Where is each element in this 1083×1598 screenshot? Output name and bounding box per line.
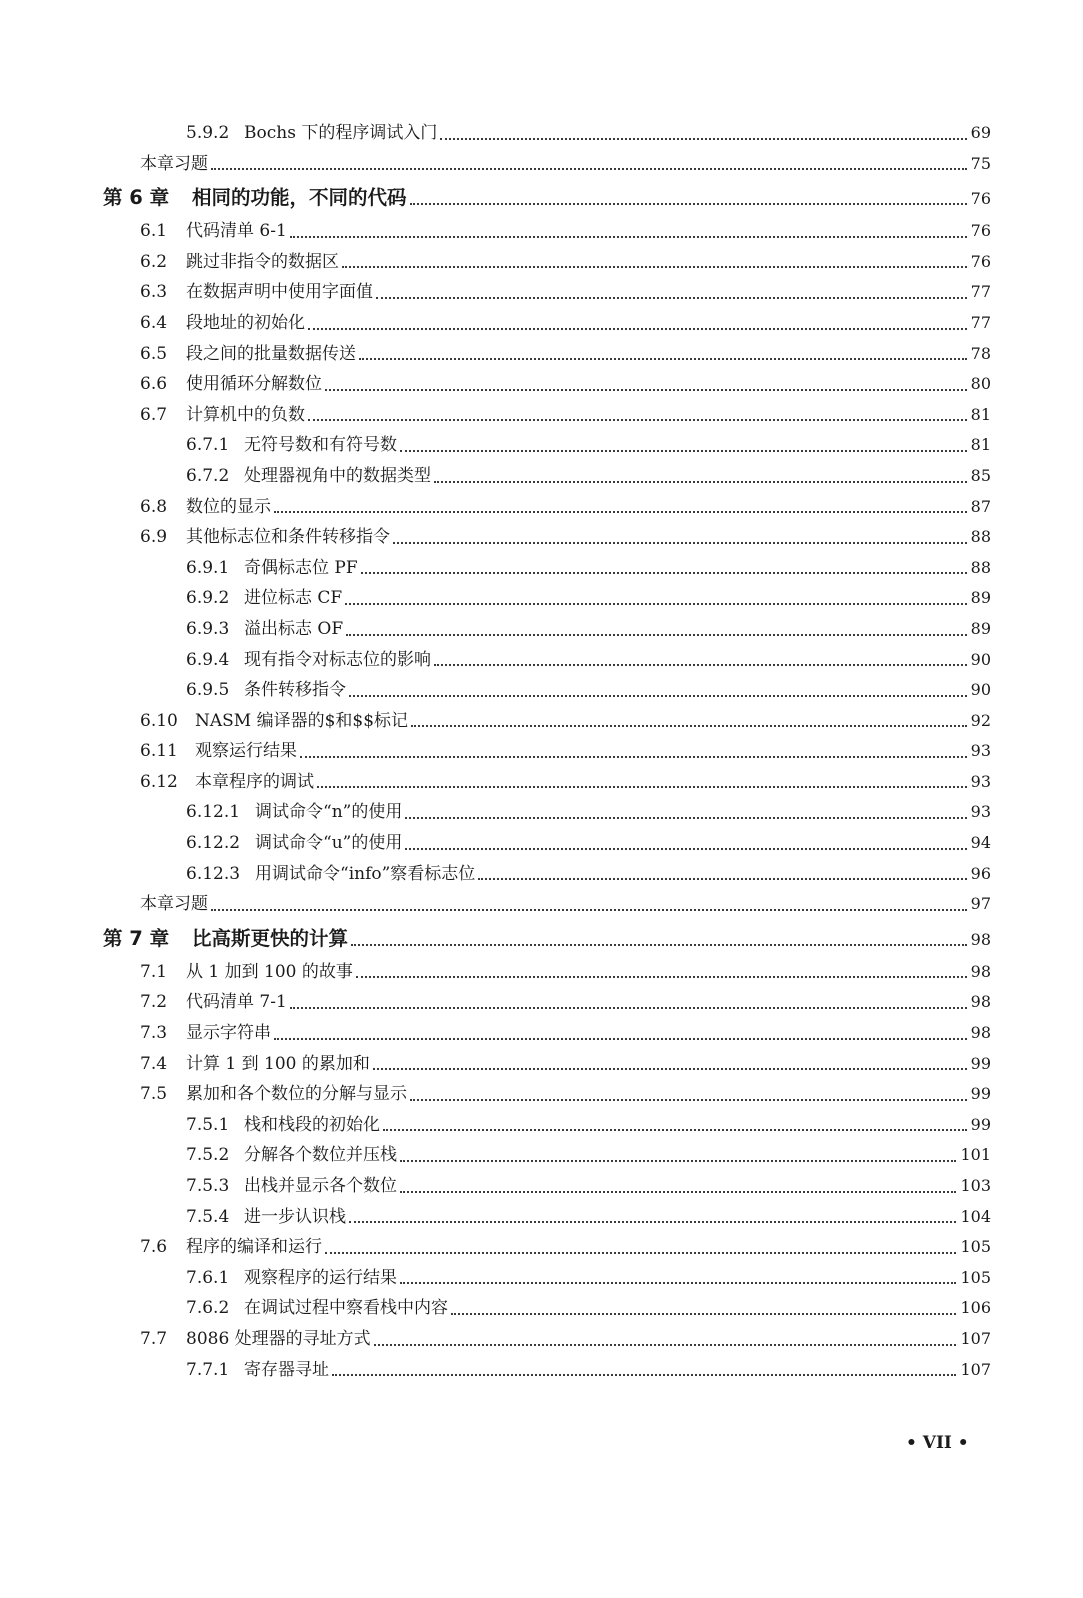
toc-entry-title: 观察运行结果	[195, 741, 297, 762]
toc-entry	[0, 889, 1083, 920]
toc-entry-title: 累加和各个数位的分解与显示	[186, 1084, 407, 1105]
dot-leader	[359, 357, 967, 360]
toc-entry-page: 90	[970, 680, 991, 700]
toc-entry-number: 6.2	[140, 251, 168, 272]
toc-entry	[0, 1110, 1083, 1141]
toc-entry-page: 96	[970, 863, 991, 883]
toc-entry-number: 6.9.4	[186, 649, 230, 670]
toc-entry-title: 计算 1 到 100 的累加和	[186, 1053, 370, 1074]
toc-entry	[0, 767, 1083, 798]
toc-entry-page: 88	[970, 557, 991, 577]
toc-entry-page: 97	[970, 894, 991, 914]
toc-entry	[0, 149, 1083, 180]
toc-entry-number: 6.1	[140, 221, 168, 242]
dot-leader	[405, 847, 966, 850]
toc-entry-title: 相同的功能，不同的代码	[192, 186, 407, 210]
toc-entry-page: 104	[960, 1206, 991, 1226]
dot-leader	[434, 480, 967, 483]
toc-entry	[0, 216, 1083, 247]
toc-entry-number: 7.1	[140, 961, 168, 982]
toc-entry-page: 92	[970, 710, 991, 730]
dot-leader	[325, 388, 967, 391]
toc-entry-number: 7.4	[140, 1053, 168, 1074]
table-of-contents	[0, 118, 1083, 1385]
toc-entry	[0, 118, 1083, 149]
toc-entry-title: 段地址的初始化	[186, 312, 305, 333]
toc-entry-page: 85	[970, 465, 991, 485]
toc-entry-page: 99	[970, 1084, 991, 1104]
dot-leader	[325, 1251, 956, 1254]
toc-entry-page: 93	[970, 741, 991, 761]
dot-leader	[351, 943, 967, 946]
toc-entry-page: 98	[970, 961, 991, 981]
toc-entry-title: 段之间的批量数据传送	[186, 343, 356, 364]
toc-entry-page: 77	[970, 312, 991, 332]
dot-leader	[400, 1190, 956, 1193]
toc-entry-title: 本章习题	[140, 894, 208, 915]
toc-entry	[0, 987, 1083, 1018]
toc-entry-page: 77	[970, 282, 991, 302]
toc-entry	[0, 645, 1083, 676]
toc-entry-page: 81	[970, 404, 991, 424]
toc-entry	[0, 400, 1083, 431]
toc-entry-title: 比高斯更快的计算	[192, 926, 349, 950]
toc-entry-number: 7.6.2	[186, 1298, 230, 1319]
toc-entry-title: 程序的编译和运行	[186, 1237, 322, 1258]
dot-leader	[274, 1037, 967, 1040]
dot-leader	[345, 602, 966, 605]
toc-entry-page: 81	[970, 435, 991, 455]
toc-entry-page: 99	[970, 1114, 991, 1134]
dot-leader	[349, 694, 967, 697]
toc-entry-title: 从 1 加到 100 的故事	[186, 961, 353, 982]
toc-entry-number: 6.9.2	[186, 588, 230, 609]
toc-entry-number: 5.9.2	[186, 123, 230, 143]
dot-leader	[211, 167, 967, 170]
toc-entry-page: 105	[960, 1237, 991, 1257]
toc-entry-number: 6.10	[140, 710, 178, 731]
dot-leader	[308, 327, 967, 330]
toc-entry-title: 本章习题	[140, 153, 208, 174]
toc-entry-number: 6.11	[140, 741, 178, 762]
dot-leader	[478, 877, 966, 880]
toc-entry-page: 69	[970, 123, 991, 142]
toc-entry-page: 80	[970, 374, 991, 394]
toc-entry-number: 7.7.1	[186, 1359, 230, 1380]
toc-entry-number: 7.3	[140, 1023, 168, 1044]
toc-entry-number: 7.5	[140, 1084, 168, 1105]
toc-entry	[0, 1049, 1083, 1080]
toc-entry-title: 在调试过程中察看栈中内容	[244, 1298, 448, 1319]
toc-entry-title: 栈和栈段的初始化	[244, 1114, 380, 1135]
toc-entry-page: 78	[970, 343, 991, 363]
dot-leader	[317, 785, 967, 788]
dot-leader	[400, 1281, 956, 1284]
toc-entry	[0, 247, 1083, 278]
toc-entry-page: 107	[960, 1359, 991, 1379]
dot-leader	[410, 1098, 967, 1101]
dot-leader	[440, 137, 966, 140]
toc-entry	[0, 736, 1083, 767]
toc-entry-number: 6.7	[140, 404, 168, 425]
toc-entry	[0, 1202, 1083, 1233]
toc-entry-number: 7.2	[140, 992, 168, 1013]
toc-entry-number: 第 6 章	[103, 186, 170, 210]
toc-entry-title: 代码清单 6-1	[186, 221, 287, 242]
toc-entry	[0, 957, 1083, 988]
toc-entry-title: 处理器视角中的数据类型	[244, 465, 431, 486]
toc-entry	[0, 583, 1083, 614]
page-number: • VII •	[906, 1433, 969, 1453]
toc-entry-title: 寄存器寻址	[244, 1359, 329, 1380]
toc-entry	[0, 339, 1083, 370]
dot-leader	[374, 1343, 957, 1346]
toc-entry-number: 6.9.5	[186, 680, 230, 701]
toc-entry-number: 6.12	[140, 771, 178, 792]
toc-entry-page: 107	[960, 1328, 991, 1348]
toc-entry-page: 76	[970, 189, 991, 209]
toc-chapter-entry	[0, 920, 1083, 957]
toc-entry-title: 溢出标志 OF	[244, 618, 344, 639]
toc-entry-title: 代码清单 7-1	[186, 992, 287, 1013]
toc-entry-page: 94	[970, 833, 991, 853]
dot-leader	[410, 202, 967, 205]
toc-entry	[0, 461, 1083, 492]
toc-entry	[0, 1324, 1083, 1355]
dot-leader	[383, 1128, 967, 1131]
toc-entry	[0, 430, 1083, 461]
toc-entry-title: 调试命令“u”的使用	[255, 833, 403, 854]
dot-leader	[346, 633, 967, 636]
toc-entry-page: 98	[970, 992, 991, 1012]
toc-entry-title: Bochs 下的程序调试入门	[244, 123, 438, 143]
toc-entry-page: 88	[970, 527, 991, 547]
toc-entry-page: 93	[970, 802, 991, 822]
toc-entry-number: 6.12.2	[186, 833, 241, 854]
toc-entry-title: 在数据声明中使用字面值	[186, 282, 373, 303]
dot-leader	[290, 1006, 967, 1009]
toc-entry	[0, 308, 1083, 339]
toc-entry-title: 观察程序的运行结果	[244, 1267, 397, 1288]
toc-entry-page: 93	[970, 771, 991, 791]
dot-leader	[300, 755, 967, 758]
dot-leader	[393, 541, 967, 544]
toc-entry-page: 89	[970, 618, 991, 638]
toc-entry-title: 分解各个数位并压栈	[244, 1145, 397, 1166]
toc-entry-title: 调试命令“n”的使用	[255, 802, 403, 823]
dot-leader	[332, 1373, 956, 1376]
toc-entry-page: 89	[970, 588, 991, 608]
toc-entry-number: 6.9	[140, 527, 168, 548]
toc-entry	[0, 1232, 1083, 1263]
toc-entry-title: 本章程序的调试	[195, 771, 314, 792]
toc-entry-title: 其他标志位和条件转移指令	[186, 527, 390, 548]
toc-entry-page: 103	[960, 1176, 991, 1195]
toc-entry-page: 98	[970, 929, 991, 949]
toc-entry	[0, 522, 1083, 553]
toc-entry-number: 7.7	[140, 1328, 168, 1349]
toc-entry	[0, 859, 1083, 890]
toc-entry-number: 第 7 章	[103, 926, 170, 950]
dot-leader	[356, 975, 967, 978]
toc-entry-page: 106	[960, 1298, 991, 1318]
toc-entry-number: 6.12.1	[186, 802, 241, 823]
dot-leader	[342, 265, 967, 268]
toc-entry-title: 进一步认识栈	[244, 1206, 346, 1227]
toc-entry-page: 76	[970, 251, 991, 271]
toc-entry-title: 使用循环分解数位	[186, 374, 322, 395]
dot-leader	[411, 724, 967, 727]
toc-entry-title: 出栈并显示各个数位	[244, 1176, 397, 1196]
toc-entry-number: 7.5.2	[186, 1145, 230, 1166]
dot-leader	[400, 1159, 956, 1162]
dot-leader	[308, 418, 967, 421]
toc-entry	[0, 553, 1083, 584]
toc-entry-page: 101	[960, 1145, 991, 1165]
dot-leader	[434, 663, 967, 666]
toc-entry	[0, 277, 1083, 308]
toc-entry-number: 6.3	[140, 282, 168, 303]
dot-leader	[290, 235, 967, 238]
toc-entry	[0, 675, 1083, 706]
toc-entry-number: 6.5	[140, 343, 168, 364]
toc-entry-number: 6.8	[140, 496, 168, 517]
toc-entry	[0, 706, 1083, 737]
toc-entry	[0, 1018, 1083, 1049]
toc-entry	[0, 492, 1083, 523]
toc-entry-page: 76	[970, 221, 991, 241]
toc-entry-number: 6.12.3	[186, 863, 241, 884]
dot-leader	[376, 296, 967, 299]
toc-entry-page: 87	[970, 496, 991, 516]
toc-entry-number: 6.4	[140, 312, 168, 333]
toc-entry-number: 6.9.1	[186, 557, 230, 578]
toc-entry-page: 75	[970, 153, 991, 173]
toc-entry-number: 6.9.3	[186, 618, 230, 639]
toc-entry-title: 进位标志 CF	[244, 588, 343, 609]
dot-leader	[361, 571, 967, 574]
toc-entry	[0, 1263, 1083, 1294]
toc-entry	[0, 1171, 1083, 1202]
dot-leader	[451, 1312, 956, 1315]
dot-leader	[400, 449, 967, 452]
toc-chapter-entry	[0, 179, 1083, 216]
toc-entry	[0, 1079, 1083, 1110]
toc-entry-title: 无符号数和有符号数	[244, 435, 397, 456]
toc-entry-number: 6.6	[140, 374, 168, 395]
toc-entry	[0, 369, 1083, 400]
toc-entry-title: NASM 编译器的$和$$标记	[195, 710, 409, 731]
toc-entry-number: 7.5.4	[186, 1206, 230, 1227]
toc-entry	[0, 614, 1083, 645]
toc-entry-title: 现有指令对标志位的影响	[244, 649, 431, 670]
toc-entry	[0, 828, 1083, 859]
toc-entry-title: 奇偶标志位 PF	[244, 557, 358, 578]
dot-leader	[349, 1220, 956, 1223]
dot-leader	[373, 1067, 967, 1070]
toc-entry-number: 7.6	[140, 1237, 168, 1258]
toc-entry-number: 7.5.1	[186, 1114, 230, 1135]
toc-entry-number: 7.6.1	[186, 1267, 230, 1288]
toc-entry-title: 计算机中的负数	[186, 404, 305, 425]
toc-entry-page: 99	[970, 1053, 991, 1073]
dot-leader	[405, 816, 966, 819]
toc-entry-number: 6.7.1	[186, 435, 230, 456]
toc-entry-title: 条件转移指令	[244, 680, 346, 701]
dot-leader	[274, 510, 967, 513]
toc-entry	[0, 1293, 1083, 1324]
toc-entry-number: 6.7.2	[186, 465, 230, 486]
toc-entry-title: 数位的显示	[186, 496, 271, 517]
toc-entry-page: 90	[970, 649, 991, 669]
dot-leader	[211, 908, 967, 911]
toc-entry-title: 用调试命令“info”察看标志位	[255, 863, 476, 884]
toc-entry	[0, 1355, 1083, 1386]
toc-entry-title: 显示字符串	[186, 1023, 271, 1044]
toc-entry	[0, 797, 1083, 828]
toc-entry-page: 105	[960, 1267, 991, 1287]
toc-entry	[0, 1140, 1083, 1171]
toc-entry-page: 98	[970, 1023, 991, 1043]
toc-entry-number: 7.5.3	[186, 1176, 230, 1196]
toc-entry-title: 跳过非指令的数据区	[186, 251, 339, 272]
toc-entry-title: 8086 处理器的寻址方式	[186, 1328, 371, 1349]
